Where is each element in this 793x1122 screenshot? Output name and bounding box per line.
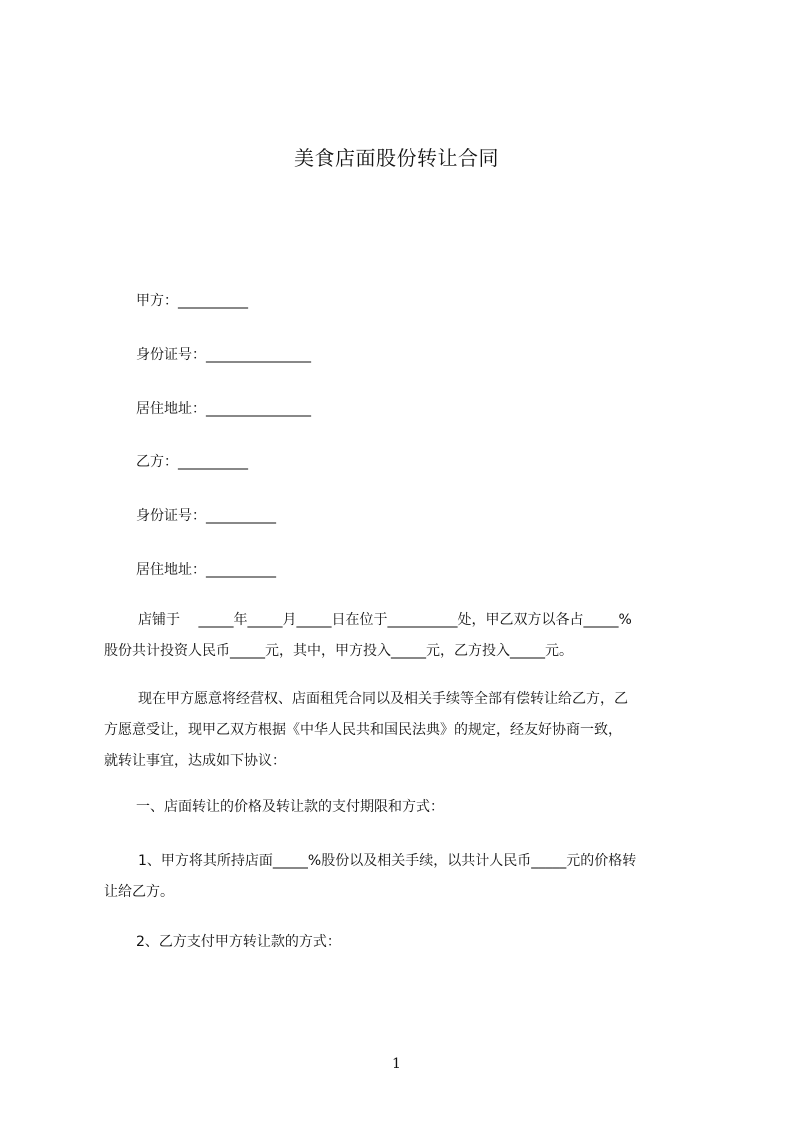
- party-b-field: 乙方：__________: [136, 454, 248, 470]
- party-a-id-field: 身份证号：_______________: [136, 347, 311, 363]
- transfer-line: 方愿意受让，现甲乙双方根据《中华人民共和国民法典》的规定，经友好协商一致，: [104, 722, 622, 738]
- party-b-id-field: 身份证号：__________: [136, 508, 276, 524]
- transfer-line: 现在甲方愿意将经营权、店面租凭合同以及相关手续等全部有偿转让给乙方，乙: [138, 691, 628, 707]
- item-1-line: 让给乙方。: [104, 884, 174, 900]
- item-1-paragraph: [104, 846, 700, 908]
- document-title: 美食店面股份转让合同: [294, 146, 499, 170]
- item-2-heading: 2、乙方支付甲方转让款的方式：: [136, 934, 341, 950]
- party-a-field: 甲方：__________: [136, 293, 248, 309]
- intro-line: 股份共计投资人民币_____元，其中，甲方投入_____元，乙方投入_____元。: [104, 643, 573, 659]
- intro-line: 店铺于 _____年_____月_____日在位于__________处，甲乙双方以各占_____%: [138, 612, 632, 628]
- transfer-line: 就转让事宜，达成如下协议：: [104, 753, 286, 769]
- page-number: 1: [392, 1056, 401, 1072]
- section-1-heading: 一、店面转让的价格及转让款的支付期限和方式：: [136, 799, 444, 815]
- party-b-address-field: 居住地址：__________: [136, 562, 276, 578]
- item-1-line: 1、甲方将其所持店面_____%股份以及相关手续，以共计人民币_____元的价格转: [138, 853, 637, 869]
- transfer-paragraph: [104, 684, 700, 777]
- intro-paragraph: [104, 605, 700, 667]
- party-a-address-field: 居住地址：_______________: [136, 401, 311, 417]
